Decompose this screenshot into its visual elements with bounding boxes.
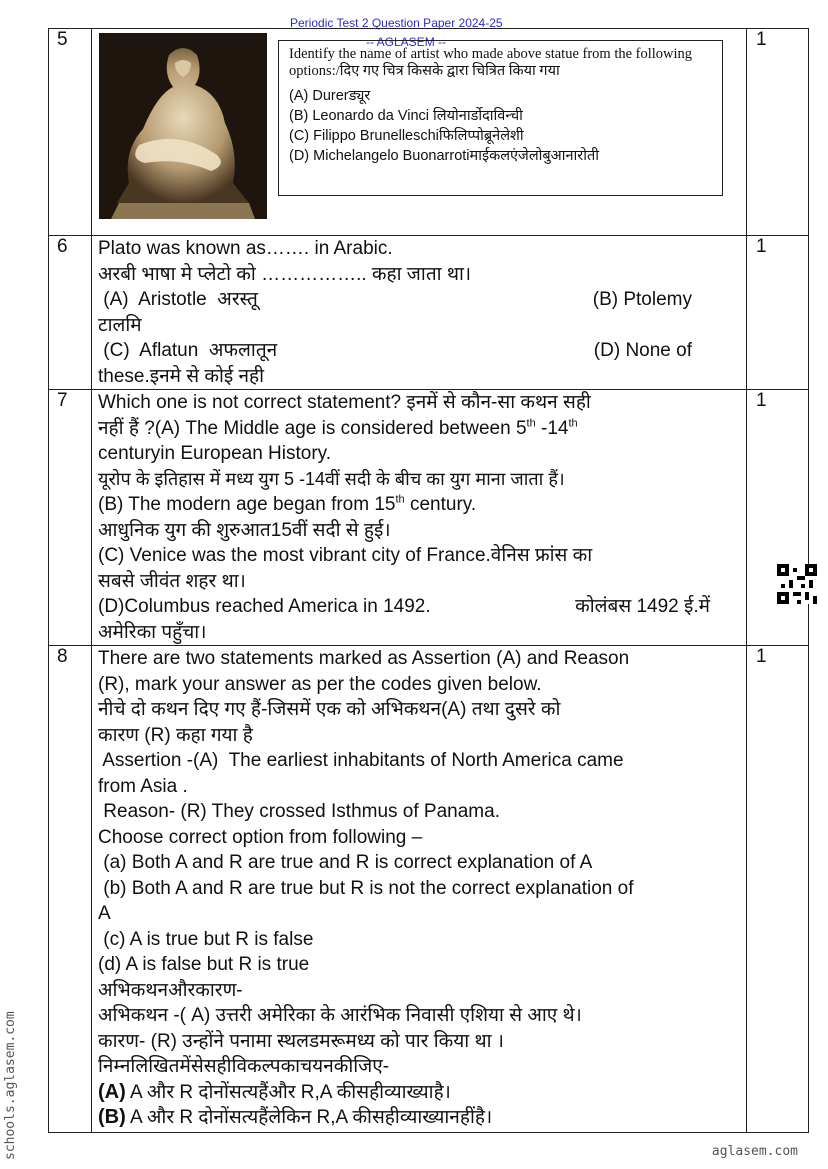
q5-option-d: (D) Michelangelo Buonarrotiमाईकलएंजेलोबुआनारोती xyxy=(289,148,600,164)
q7-line: सबसे जीवंत शहर था। xyxy=(98,570,246,592)
q6-option-a: (A) Aristotle अरस्तू xyxy=(98,289,258,310)
q8-line: (a) Both A and R are true and R is correct explanation of A xyxy=(98,852,593,873)
q8-line: नीचे दो कथन दिए गए हैं-जिसमें एक को अभिकथन(A) तथा दुसरे को xyxy=(98,699,561,720)
pieta-statue-image xyxy=(99,33,267,219)
q8-line: Reason- (R) They crossed Isthmus of Panama. xyxy=(98,801,500,822)
header-title: Periodic Test 2 Question Paper 2024-25 xyxy=(290,16,503,30)
question-number: 8 xyxy=(49,646,92,1133)
q7-line: (D)Columbus reached America in 1492. कोलंबस 1492 ई.में xyxy=(98,596,710,617)
q7-line: (C) Venice was the most vibrant city of France.वेनिस फ्रांस का xyxy=(98,545,593,566)
question-marks: 1 xyxy=(747,646,809,1133)
q6-option-b: (B) Ptolemy xyxy=(592,289,692,310)
question-number: 6 xyxy=(49,236,92,390)
q5-prompt: Identify the name of artist who made above statue from the following options:/दिए गए चित्र किसके द्वारा चित्रित किया गया xyxy=(289,46,693,79)
q8-line: There are two statements marked as Assertion (A) and Reason xyxy=(98,648,630,669)
question-table xyxy=(48,28,809,1133)
q7-line: यूरोप के इतिहास में मध्य युग 5 -14वीं सदी के बीच का युग माना जाता हैं। xyxy=(98,468,565,489)
q8-line: A xyxy=(98,903,111,924)
q7-line: (B) The modern age began from 15th century. xyxy=(98,493,477,515)
q7-line: Which one is not correct statement? इनमें से कौन-सा कथन सही xyxy=(98,392,591,413)
q8-option-b: (B) A और R दोनोंसत्यहैंलेकिन R,A कीसहीव्याख्यानहींहै। xyxy=(98,1106,493,1128)
q8-line: (c) A is true but R is false xyxy=(98,928,314,950)
question-number: 7 xyxy=(49,390,92,646)
question-marks: 1 xyxy=(747,236,809,390)
question-marks: 1 xyxy=(747,390,809,646)
q8-line: Assertion -(A) The earliest inhabitants of North America came xyxy=(98,750,624,771)
q8-line: अभिकथन -( A) उत्तरी अमेरिका के आरंभिक निवासी एशिया से आए थे। xyxy=(98,1005,582,1026)
header-source: -- AGLASEM -- xyxy=(366,35,447,49)
question-row-8 xyxy=(49,646,809,1133)
q7-line: आधुनिक युग की शुरुआत15वीं सदी से हुई। xyxy=(98,519,391,541)
side-watermark: schools.aglasem.com xyxy=(3,1011,18,1160)
q6-line2: अरबी भाषा मे प्लेटो को …………….. कहा जाता था। xyxy=(98,263,472,285)
q8-line: निम्नलिखितमेंसेसहीविकल्पकाचयनकीजिए- xyxy=(98,1056,390,1077)
footer-site: aglasem.com xyxy=(711,1144,798,1159)
q7-line: नहीं हैं ?(A) The Middle age is considered between 5th -14th xyxy=(98,417,578,439)
q8-line: अभिकथनऔरकारण- xyxy=(98,979,243,1001)
question-number: 5 xyxy=(49,29,92,236)
q8-option-a: (A) A और R दोनोंसत्यहैंऔर R,A कीसहीव्याख्याहै। xyxy=(98,1080,451,1103)
q5-option-b: (B) Leonardo da Vinci लियोनार्डोदाविन्ची xyxy=(289,108,523,124)
q7-line: centuryin European History. xyxy=(98,443,332,464)
q6-option-d: (D) None of xyxy=(593,340,692,361)
q5-option-c: (C) Filippo Brunelleschiफिलिप्पोब्रूनेलेशी xyxy=(289,128,524,144)
q8-line: from Asia . xyxy=(98,775,188,797)
q6-option-d-cont: these.इनमे से कोई नही xyxy=(98,365,265,387)
q8-line: कारण (R) कहा गया है xyxy=(98,724,253,746)
q6-line1: Plato was known as……. in Arabic. xyxy=(98,238,393,259)
question-row-7 xyxy=(49,390,809,646)
q6-option-b-hindi: टालमि xyxy=(98,314,142,336)
question-marks: 1 xyxy=(747,29,809,236)
q5-options-box xyxy=(278,40,723,196)
q7-line: अमेरिका पहुँचा। xyxy=(98,621,207,643)
q8-line: कारण- (R) उन्होंने पनामा स्थलडमरूमध्य को पार किया था । xyxy=(98,1030,504,1052)
q8-line: (R), mark your answer as per the codes given below. xyxy=(98,673,542,695)
question-row-6 xyxy=(49,236,809,390)
q5-option-a: (A) Durerड्यूर xyxy=(289,88,371,104)
q8-line: (b) Both A and R are true but R is not the correct explanation of xyxy=(98,877,634,899)
q8-line: Choose correct option from following – xyxy=(98,826,423,848)
q8-line: (d) A is false but R is true xyxy=(98,954,310,975)
q6-option-c: (C) Aflatun अफलातून xyxy=(98,340,278,361)
question-row-5 xyxy=(49,29,809,236)
qr-code-icon xyxy=(777,564,817,604)
